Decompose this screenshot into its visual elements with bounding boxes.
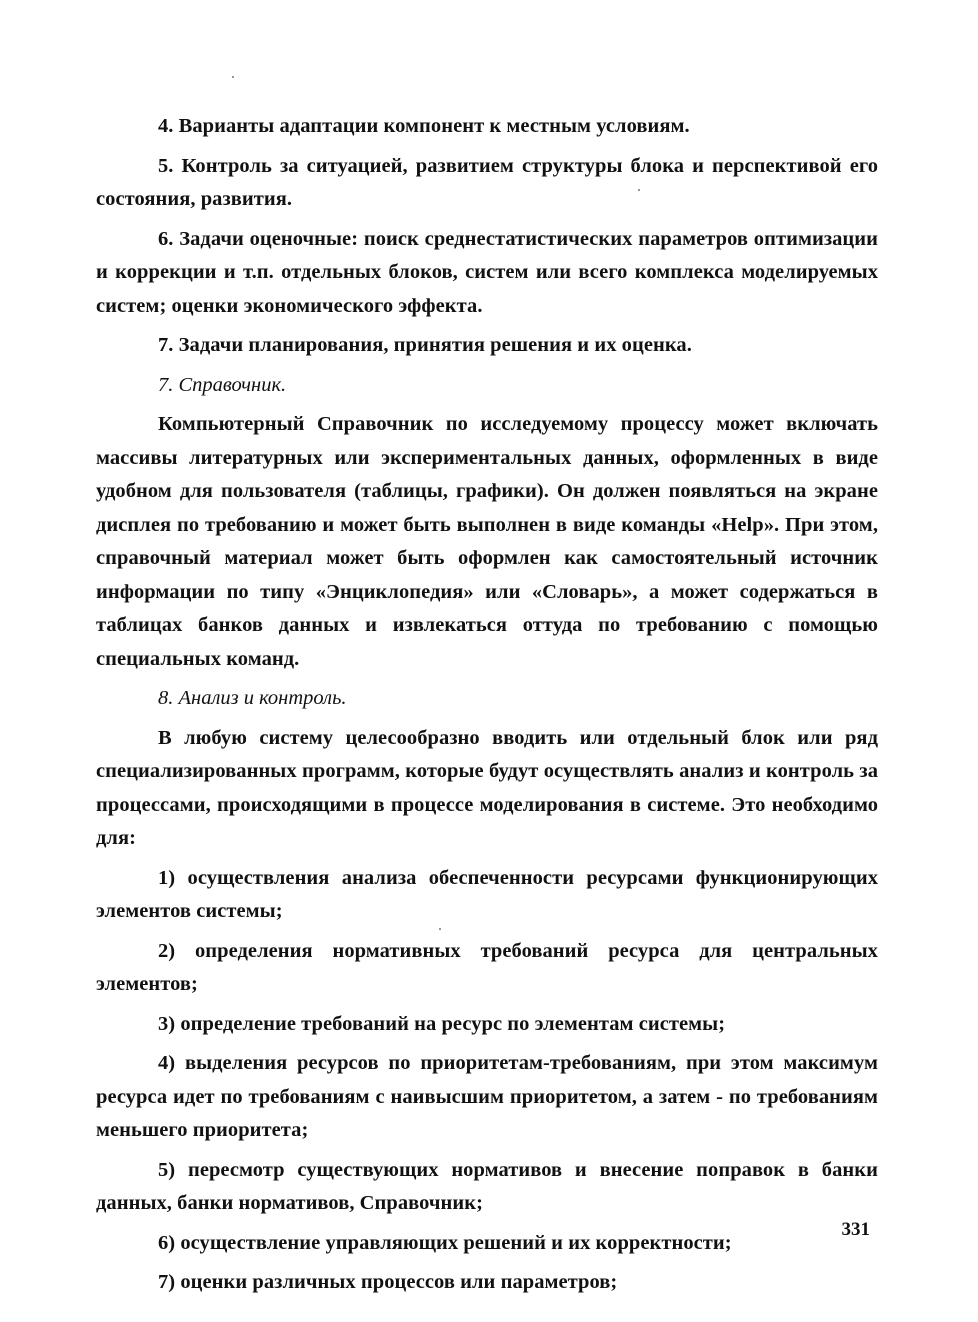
list-item-7: 7) оценки различных процессов или параметров; [158,1271,618,1293]
list-item-3: 3) определение требований на ресурс по элементам системы; [158,1012,726,1035]
list-item-1: 1) осуществления анализа обеспеченности ресурсами функционирующих элементов системы; [96,866,878,922]
list-item-adaptation: 4. Варианты адаптации компонент к местным условиям. [158,115,690,137]
list-item-5: 5) пересмотр существующих нормативов и внесение поправок в банки данных, банки нормативов, Справочник; [96,1158,878,1214]
list-item-planning: 7. Задачи планирования, принятия решения и их оценка. [158,334,692,356]
list-item-4: 4) выделения ресурсов по приоритетам-требованиям, при этом максимум ресурса идет по требованиям с наивысшим приоритетом, а затем - по требованиям меньшего приоритета; [96,1052,878,1141]
list-item-evaluation: 6. Задачи оценочные: поиск среднестатистических параметров оптимизации и коррекции и т.п. отдельных блоков, систем или всего комплекса моделируемых систем; оценки экономического эффекта. [96,227,878,317]
section-heading-analysis: 8. Анализ и контроль. [158,687,347,709]
list-item-2: 2) определения нормативных требований ресурса для центральных элементов; [96,939,878,995]
paragraph-reference: Компьютерный Справочник по исследуемому процессу может включать массивы литературных или экспериментальных данных, оформленных в виде удобном для пользователя (таблицы, графики). Он должен появляться на экране дисплея по требованию и может быть выполнен в виде команды «Help». При этом, справочный материал может быть оформлен как самостоятельный источник информации по типу «Энциклопедия» или «Словарь», а может содержаться в таблицах банков данных и извлекаться оттуда по требованию с помощью специальных команд. [96,413,878,670]
section-heading-reference: 7. Справочник. [158,373,287,396]
page-number: 331 [841,1219,870,1240]
text-body [96,110,878,1306]
list-item-6: 6) осуществление управляющих решений и их корректности; [158,1231,732,1254]
scan-speck [232,76,234,78]
paragraph-analysis: В любую систему целесообразно вводить или отдельный блок или ряд специализированных программ, которые будут осуществлять анализ и контроль за процессами, происходящими в процессе моделирования в системе. Это необходимо для: [96,726,878,849]
list-item-control: 5. Контроль за ситуацией, развитием структуры блока и перспективой его состояния, развития. [96,154,878,210]
